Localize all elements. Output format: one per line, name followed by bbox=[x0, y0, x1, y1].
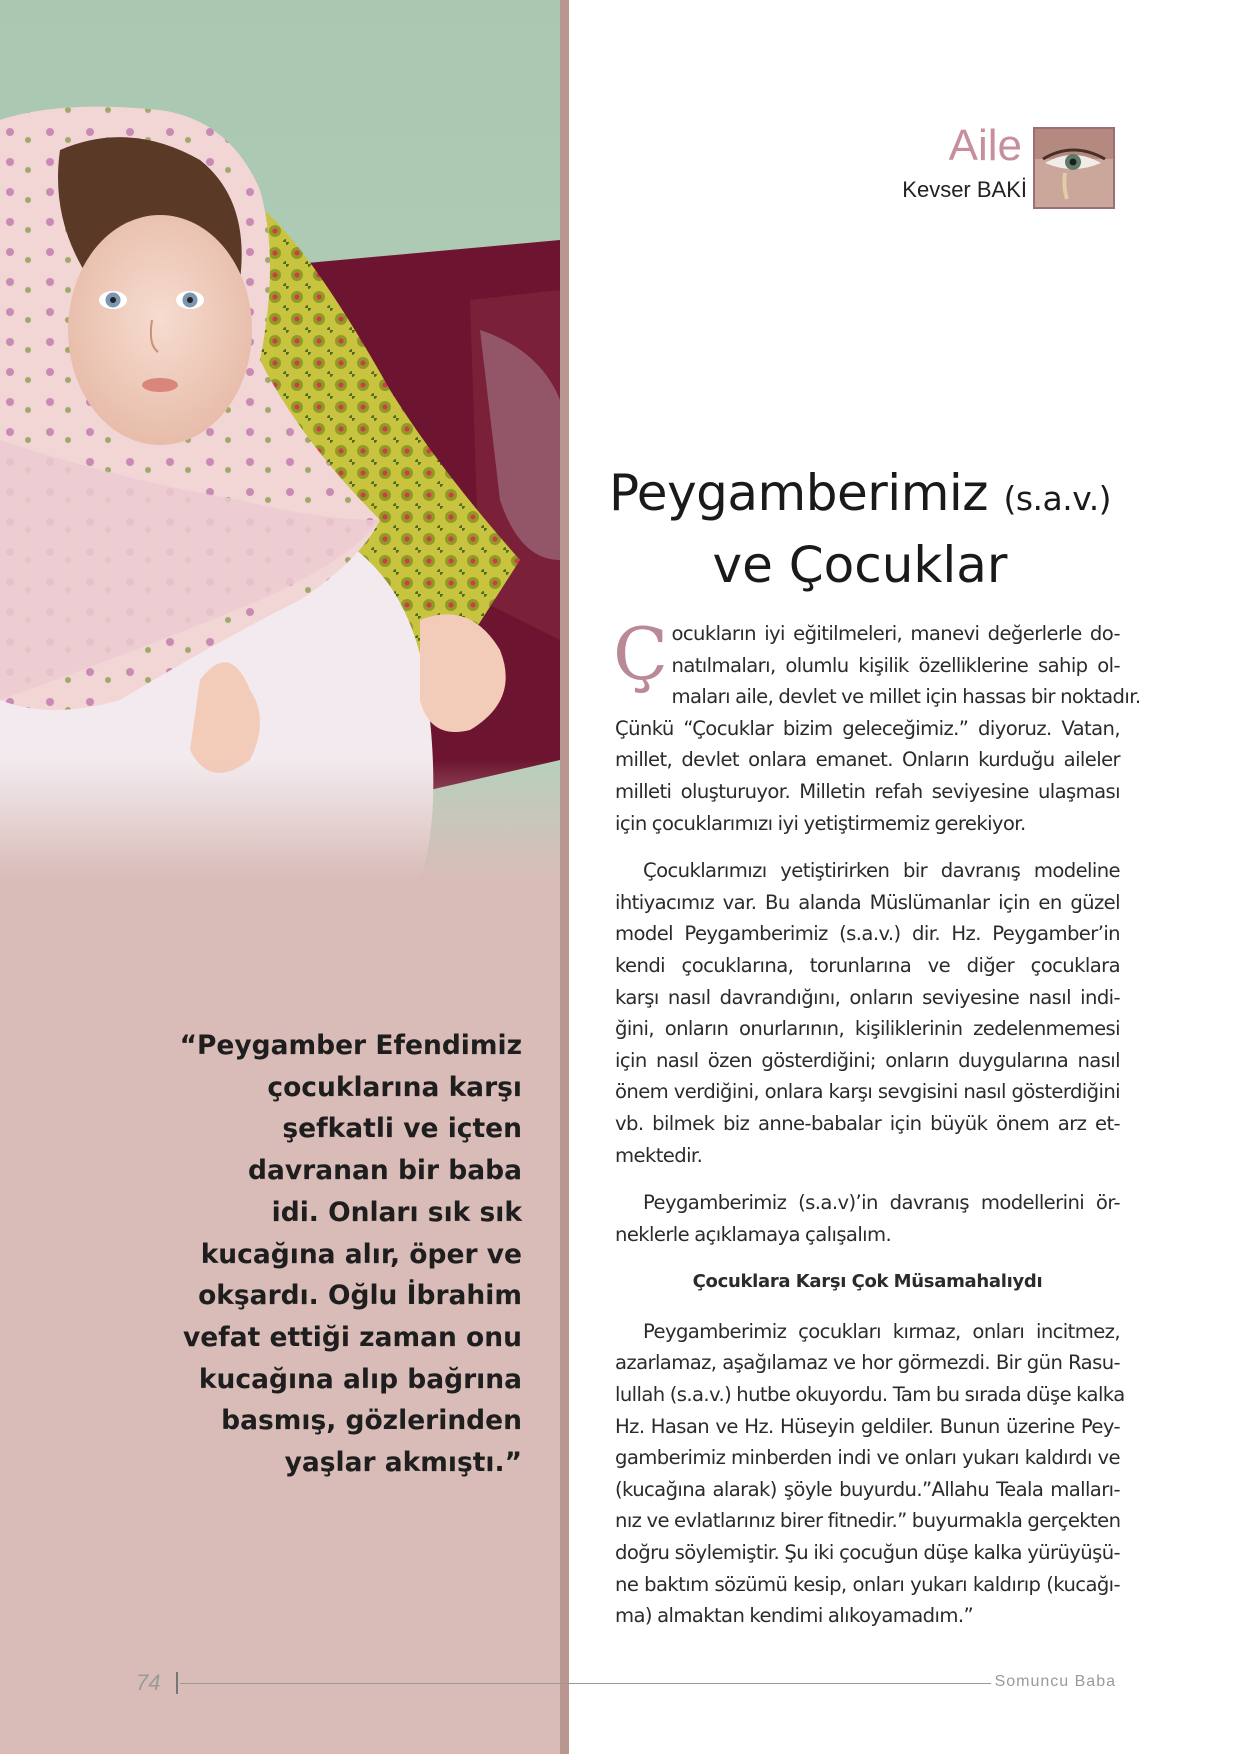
page-number: 74 bbox=[136, 1670, 161, 1695]
pull-quote-line: kucağına alır, öper ve bbox=[200, 1238, 522, 1270]
column-divider-strip bbox=[560, 0, 569, 1754]
paragraph-1 bbox=[613, 612, 1141, 839]
left-column bbox=[0, 0, 560, 1754]
page-number-divider bbox=[176, 1672, 178, 1694]
body-line: ne baktım sözümü kesip, onları yukarı kaldırıp (kucağı- bbox=[615, 1572, 1120, 1596]
subheading: Çocuklara Karşı Çok Müsamahalıydı bbox=[692, 1271, 1043, 1293]
body-line: için çocuklarımızı iyi yetiştirmemiz gerekiyor. bbox=[615, 811, 1026, 835]
pull-quote-line: vefat ettiği zaman onu bbox=[182, 1321, 522, 1353]
section-label: Aile bbox=[948, 121, 1022, 170]
body-line: karşı nasıl davrandığını, onların seviyesine nasıl indi- bbox=[615, 985, 1120, 1009]
body-line: lullah (s.a.v.) hutbe okuyordu. Tam bu sırada düşe kalka bbox=[615, 1383, 1125, 1407]
pull-quote-line: “Peygamber Efendimiz bbox=[179, 1030, 522, 1061]
pull-quote-line: şefkatli ve içten bbox=[282, 1113, 522, 1145]
body-line: azarlamaz, aşağılamaz ve hor görmezdi. Bir gün Rasu- bbox=[615, 1351, 1120, 1375]
body-line: ğini, onların onurlarının, kişiliklerinin zedelenmemesi bbox=[615, 1017, 1120, 1041]
child-praying-photo bbox=[0, 0, 560, 880]
title-line-1-suffix: (s.a.v.) bbox=[1003, 479, 1112, 518]
body-line: Çünkü “Çocuklar bizim geleceğimiz.” diyoruz. Vatan, bbox=[615, 716, 1120, 740]
pull-quote-line: basmış, gözlerinden bbox=[221, 1405, 522, 1437]
body-line: kendi çocuklarına, torunlarına ve diğer çocuklara bbox=[615, 953, 1120, 977]
author-name: Kevser BAKİ bbox=[902, 177, 1027, 202]
pull-quote-line: idi. Onları sık sık bbox=[271, 1196, 522, 1228]
section-thumbnail-image bbox=[1033, 127, 1115, 209]
body-line: ma) almaktan kendimi alıkoyamadım.” bbox=[615, 1604, 974, 1628]
body-line: maları aile, devlet ve millet için hassas bir noktadır. bbox=[671, 685, 1141, 709]
body-line: gamberimiz minberden indi ve onları yukarı kaldırdı ve bbox=[615, 1446, 1120, 1470]
body-line: (kucağına alarak) şöyle buyurdu.”Allahu Teala malları- bbox=[615, 1477, 1120, 1501]
body-line: nız ve evlatlarınız birer fitnedir.” buyurmakla gerçekten bbox=[615, 1509, 1121, 1533]
body-line: için nasıl özen gösterdiğini; onların duygularına nasıl bbox=[615, 1048, 1120, 1072]
body-line: vb. bilmek biz anne-babalar için büyük önem arz et- bbox=[615, 1111, 1120, 1135]
body-line: Çocuklarımızı yetiştirirken bir davranış modeline bbox=[643, 859, 1120, 883]
body-line: önem verdiğini, onlara karşı sevgisini nasıl gösterdiğini bbox=[615, 1080, 1120, 1104]
title-line-1: Peygamberimiz bbox=[608, 464, 989, 522]
body-line: doğru söylemiştir. Şu iki çocuğun düşe kalka yürüyüşü- bbox=[615, 1541, 1120, 1565]
pull-quote bbox=[150, 1025, 522, 1484]
body-line: milleti oluşturuyor. Milletin refah seviyesine ulaşması bbox=[615, 779, 1120, 803]
body-line: Hz. Hasan ve Hz. Hüseyin geldiler. Bunun üzerine Pey- bbox=[615, 1414, 1120, 1438]
title-line-2: ve Çocuklar bbox=[712, 536, 1008, 594]
body-line: ihtiyacımız var. Bu alanda Müslümanlar için en güzel bbox=[615, 890, 1120, 914]
pull-quote-line: çocuklarına karşı bbox=[267, 1071, 522, 1103]
body-line: Peygamberimiz (s.a.v)’in davranış modellerini ör- bbox=[643, 1191, 1120, 1215]
body-line: ocukların iyi eğitilmeleri, manevi değerlerle do- bbox=[671, 622, 1120, 645]
article-title bbox=[600, 460, 1120, 598]
body-line: Peygamberimiz çocukları kırmaz, onları incitmez, bbox=[643, 1319, 1120, 1343]
body-line: mektedir. bbox=[615, 1143, 703, 1167]
footer-rule bbox=[180, 1683, 1115, 1684]
body-line: natılmaları, olumlu kişilik özelliklerine sahip ol- bbox=[671, 653, 1120, 677]
pull-quote-line: yaşlar akmıştı.” bbox=[284, 1447, 522, 1479]
pull-quote-line: kucağına alıp bağrına bbox=[198, 1363, 522, 1395]
magazine-name: Somuncu Baba bbox=[991, 1673, 1116, 1691]
body-line: millet, devlet onlara emanet. Onların kurduğu aileler bbox=[615, 748, 1120, 772]
body-line: model Peygamberimiz (s.a.v.) dir. Hz. Peygamber’in bbox=[615, 922, 1120, 946]
pull-quote-line: okşardı. Oğlu İbrahim bbox=[198, 1280, 522, 1312]
body-line: neklerle açıklamaya çalışalım. bbox=[615, 1222, 892, 1246]
paragraph-2 bbox=[615, 855, 1120, 1171]
paragraph-4 bbox=[615, 1316, 1125, 1632]
drop-cap: Ç bbox=[613, 612, 668, 696]
paragraph-3 bbox=[615, 1187, 1120, 1250]
article-body bbox=[613, 612, 1141, 1648]
pull-quote-line: davranan bir baba bbox=[248, 1155, 522, 1187]
